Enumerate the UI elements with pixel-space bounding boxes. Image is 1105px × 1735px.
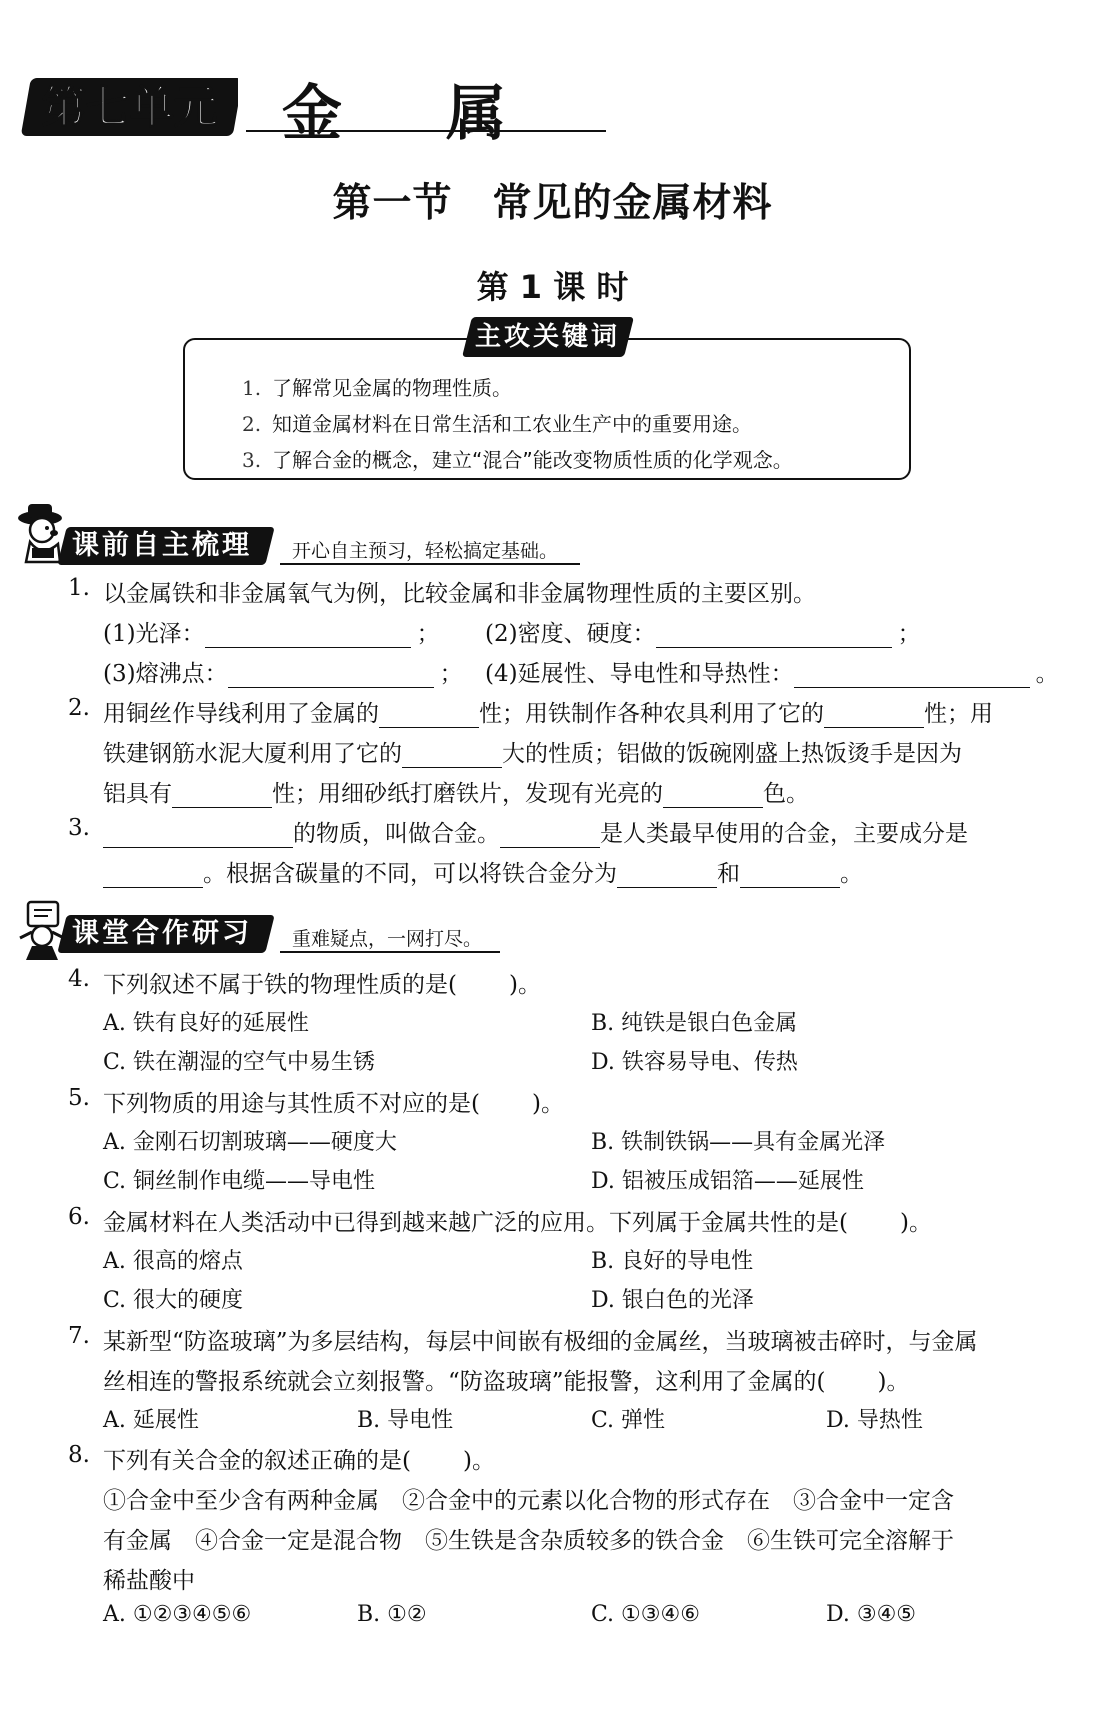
banner-rule: [280, 563, 580, 565]
banner-note: 重难疑点，一网打尽。: [292, 928, 483, 950]
question-1-part-2: (2)密度、硬度： ；: [485, 621, 921, 647]
banner-rule: [280, 951, 500, 953]
question-8-option-b: B. ①②: [357, 1602, 427, 1627]
question-1-part-3: (3)熔沸点： ；: [103, 661, 463, 687]
key-words-tab: 主攻关键词: [462, 317, 634, 357]
question-8-statements-line-3: 稀盐酸中: [103, 1568, 195, 1594]
question-2-line-2: 铁建钢筋水泥大厦利用了它的 大的性质；铝做的饭碗刚盛上热饭烫手是因为: [103, 741, 962, 767]
unit-badge: [18, 72, 238, 142]
lesson-title: 第 1 课 时: [476, 268, 629, 306]
question-8-option-a: A. ①②③④⑤⑥: [103, 1602, 252, 1627]
question-8-statements-line-1: ①合金中至少含有两种金属 ②合金中的元素以化合物的形式存在 ③合金中一定含: [103, 1488, 954, 1514]
question-7-line-2: 丝相连的警报系统就会立刻报警。“防盗玻璃”能报警，这利用了金属的( )。: [103, 1369, 910, 1395]
question-2-line-3: 铝具有 性；用细砂纸打磨铁片，发现有光亮的 色。: [103, 781, 809, 807]
question-3-line-2: 。根据含碳量的不同，可以将铁合金分为 和 。: [103, 855, 863, 888]
question-1-part-4: (4)延展性、导电性和导热性： 。: [485, 661, 1059, 687]
question-3-line-1: 的物质，叫做合金。 是人类最早使用的合金，主要成分是: [103, 815, 968, 848]
section-banner-classroom: 课堂合作研习: [57, 915, 274, 953]
question-5-option-d: D. 铝被压成铝箔——延展性: [591, 1169, 864, 1194]
question-4-option-c: C. 铁在潮湿的空气中易生锈: [103, 1050, 376, 1075]
question-6-option-c: C. 很大的硬度: [103, 1288, 244, 1313]
section-title: 第一节 常见的金属材料: [332, 181, 773, 226]
question-4-option-a: A. 铁有良好的延展性: [103, 1011, 309, 1036]
question-2-line-1: 用铜丝作导线利用了金属的 性；用铁制作各种农具利用了它的 性；用: [103, 701, 993, 727]
question-5-option-a: A. 金刚石切割玻璃——硬度大: [103, 1130, 397, 1155]
question-8-statements-line-2: 有金属 ④合金一定是混合物 ⑤生铁是含杂质较多的铁合金 ⑥生铁可完全溶解于: [103, 1528, 954, 1554]
section-banner-preview: 课前自主梳理: [57, 527, 274, 565]
question-1-part-1: (1)光泽： ；: [103, 621, 440, 647]
key-item: 3. 了解合金的概念，建立“混合”能改变物质性质的化学观念。: [242, 448, 793, 472]
unit-title: 金属: [282, 79, 610, 149]
question-7-option-c: C. 弹性: [591, 1408, 666, 1433]
question-7-option-b: B. 导电性: [357, 1408, 454, 1433]
question-7-option-d: D. 导热性: [826, 1408, 923, 1433]
question-6-option-b: B. 良好的导电性: [591, 1249, 754, 1274]
svg-text:第七单元: 第七单元: [42, 82, 218, 133]
question-8-option-d: D. ③④⑤: [826, 1602, 917, 1627]
question-5-option-c: C. 铜丝制作电缆——导电性: [103, 1169, 376, 1194]
key-item: 2. 知道金属材料在日常生活和工农业生产中的重要用途。: [242, 412, 752, 436]
question-4-option-d: D. 铁容易导电、传热: [591, 1050, 798, 1075]
question-4-option-b: B. 纯铁是银白色金属: [591, 1011, 798, 1036]
question-6-option-d: D. 银白色的光泽: [591, 1288, 754, 1313]
key-item: 1. 了解常见金属的物理性质。: [242, 376, 512, 400]
question-5-option-b: B. 铁制铁锅——具有金属光泽: [591, 1130, 886, 1155]
question-7-option-a: A. 延展性: [103, 1408, 199, 1433]
question-8-option-c: C. ①③④⑥: [591, 1602, 700, 1627]
unit-title-rule: [246, 130, 606, 132]
question-6-option-a: A. 很高的熔点: [103, 1249, 243, 1274]
banner-note: 开心自主预习，轻松搞定基础。: [292, 540, 559, 562]
